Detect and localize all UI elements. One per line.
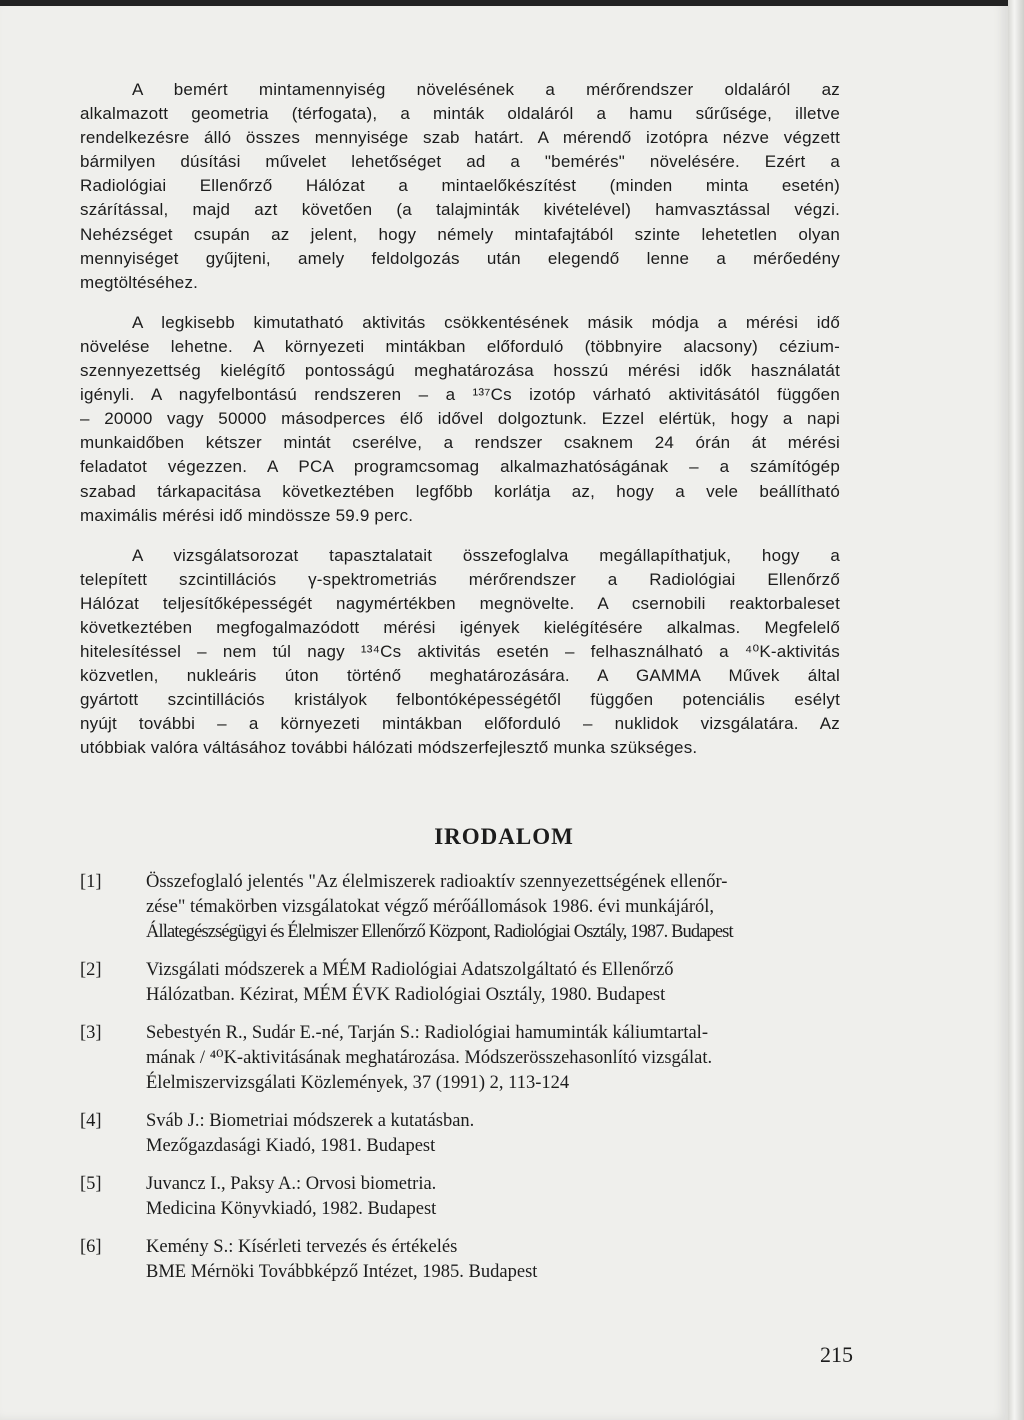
reference-item bbox=[80, 870, 860, 945]
reference-line: Összefoglaló jelentés "Az élelmiszerek radioaktív szennyezettségének ellenőr- bbox=[146, 872, 728, 892]
reference-number: [6] bbox=[80, 1237, 102, 1257]
text-line: A legkisebb kimutatható aktivitás csökkentésének másik módja a mérési idő bbox=[132, 312, 840, 332]
reference-line: Kemény S.: Kísérleti tervezés és értékelés bbox=[146, 1237, 458, 1257]
text-line: szennyezettség kielégítő pontosságú meghatározása hosszú mérési idők használatát bbox=[80, 361, 840, 381]
reference-line: Vizsgálati módszerek a MÉM Radiológiai Adatszolgáltató és Ellenőrző bbox=[146, 960, 674, 980]
text-line: gyártott szcintillációs kristályok felbontóképességétől függően potenciális esélyt bbox=[80, 690, 840, 710]
reference-list bbox=[80, 870, 860, 1298]
text-line: bármilyen dúsítási művelet lehetőséget ad a "bemérés" növelésére. Ezért a bbox=[80, 152, 840, 172]
reference-line: Hálózatban. Kézirat, MÉM ÉVK Radiológiai Osztály, 1980. Budapest bbox=[146, 985, 666, 1005]
text-line: alkalmazott geometria (térfogata), a minták oldaláról a hamu sűrűsége, illetve bbox=[80, 104, 840, 124]
reference-item bbox=[80, 1109, 860, 1159]
reference-number: [1] bbox=[80, 872, 102, 892]
text-line: – 20000 vagy 50000 másodperces élő idővel dolgoztunk. Ezzel elértük, hogy a napi bbox=[80, 409, 840, 429]
reference-line: BME Mérnöki Továbbképző Intézet, 1985. Budapest bbox=[146, 1262, 538, 1282]
reference-line: Juvancz I., Paksy A.: Orvosi biometria. bbox=[146, 1174, 437, 1194]
reference-line: Sváb J.: Biometriai módszerek a kutatásban. bbox=[146, 1111, 475, 1131]
paragraph-3 bbox=[80, 544, 840, 761]
text-line: A bemért mintamennyiség növelésének a mérőrendszer oldaláról az bbox=[132, 80, 840, 99]
text-line: rendelkezésre álló összes mennyisége szab határt. A mérendő izotópra nézve végzett bbox=[80, 128, 840, 148]
reference-number: [4] bbox=[80, 1111, 102, 1131]
reference-number: [5] bbox=[80, 1174, 102, 1194]
text-line: nyújt további – a környezeti mintákban előforduló – nuklidok vizsgálatára. Az bbox=[80, 714, 840, 734]
text-line: Radiológiai Ellenőrző Hálózat a mintaelőkészítést (minden minta esetén) bbox=[80, 176, 840, 196]
text-line: szárítással, majd azt követően (a talajminták kivételével) hamvasztással végzi. bbox=[80, 200, 840, 220]
text-line: növelése lehetne. A környezeti mintákban előforduló (többnyire alacsony) cézium- bbox=[80, 336, 840, 356]
reference-number: [2] bbox=[80, 960, 102, 980]
body-text bbox=[80, 78, 840, 777]
reference-item bbox=[80, 1235, 860, 1285]
text-line: munkaidőben kétszer mintát cserélve, a rendszer csaknem 24 órán át mérési bbox=[80, 433, 840, 453]
text-line: feladatot végezzen. A PCA programcsomag alkalmazhatóságának – a számítógép bbox=[80, 457, 840, 477]
text-line: utóbbiak valóra váltásához további hálózati módszerfejlesztő munka szükséges. bbox=[80, 738, 698, 758]
text-line: mennyiséget gyűjteni, amely feldolgozás után elegendő lenne a mérőedény bbox=[80, 248, 840, 268]
text-line: Hálózat teljesítőképességét nagymértékben megnövelte. A csernobili reaktorbaleset bbox=[80, 593, 840, 613]
reference-line: mának / ⁴⁰K-aktivitásának meghatározása. Módszerösszehasonlító vizsgálat. bbox=[146, 1048, 713, 1068]
text-line: igényli. A nagyfelbontású rendszeren – a ¹³⁷Cs izotóp várható aktivitásától függően bbox=[80, 385, 840, 405]
reference-line: Sebestyén R., Sudár E.-né, Tarján S.: Radiológiai hamuminták káliumtartal- bbox=[146, 1023, 708, 1043]
reference-line: Élelmiszervizsgálati Közlemények, 37 (1991) 2, 113-124 bbox=[146, 1073, 570, 1093]
text-line: maximális mérési idő mindössze 59.9 perc. bbox=[80, 505, 414, 525]
text-line: hitelesítéssel – nem túl nagy ¹³⁴Cs aktivitás esetén – felhasználható a ⁴⁰K-aktivitás bbox=[80, 642, 840, 662]
page-edge bbox=[1008, 0, 1024, 1420]
reference-number: [3] bbox=[80, 1023, 102, 1043]
reference-item bbox=[80, 958, 860, 1008]
top-edge bbox=[0, 0, 1024, 6]
text-line: Nehézséget csupán az jelent, hogy némely mintafajtából szinte lehetetlen olyan bbox=[80, 224, 840, 244]
page-number: 215 bbox=[820, 1342, 853, 1367]
reference-item bbox=[80, 1172, 860, 1222]
text-line: megtöltéséhez. bbox=[80, 272, 199, 292]
text-line: szabad tárkapacitása következtében legfőbb korlátja az, hogy a vele beállítható bbox=[80, 481, 840, 501]
reference-line: Állategészségügyi és Élelmiszer Ellenőrző Központ, Radiológiai Osztály, 1987. Budapest bbox=[146, 922, 733, 942]
reference-line: Medicina Könyvkiadó, 1982. Budapest bbox=[146, 1199, 437, 1219]
section-heading: IRODALOM bbox=[434, 824, 574, 849]
reference-line: Mezőgazdasági Kiadó, 1981. Budapest bbox=[146, 1136, 436, 1156]
reference-item bbox=[80, 1021, 860, 1096]
paragraph-1 bbox=[80, 78, 840, 295]
paragraph-2 bbox=[80, 311, 840, 528]
text-line: közvetlen, nukleáris úton történő meghatározására. A GAMMA Művek által bbox=[80, 666, 840, 686]
text-line: következtében megfogalmazódott mérési igények kielégítésére alkalmas. Megfelelő bbox=[80, 617, 840, 637]
reference-line: zése" témakörben vizsgálatokat végző mérőállomások 1986. évi munkájáról, bbox=[146, 897, 715, 917]
text-line: telepített szcintillációs γ-spektrometriás mérőrendszer a Radiológiai Ellenőrző bbox=[80, 569, 840, 589]
text-line: A vizsgálatsorozat tapasztalatait összefoglalva megállapíthatjuk, hogy a bbox=[132, 545, 840, 565]
